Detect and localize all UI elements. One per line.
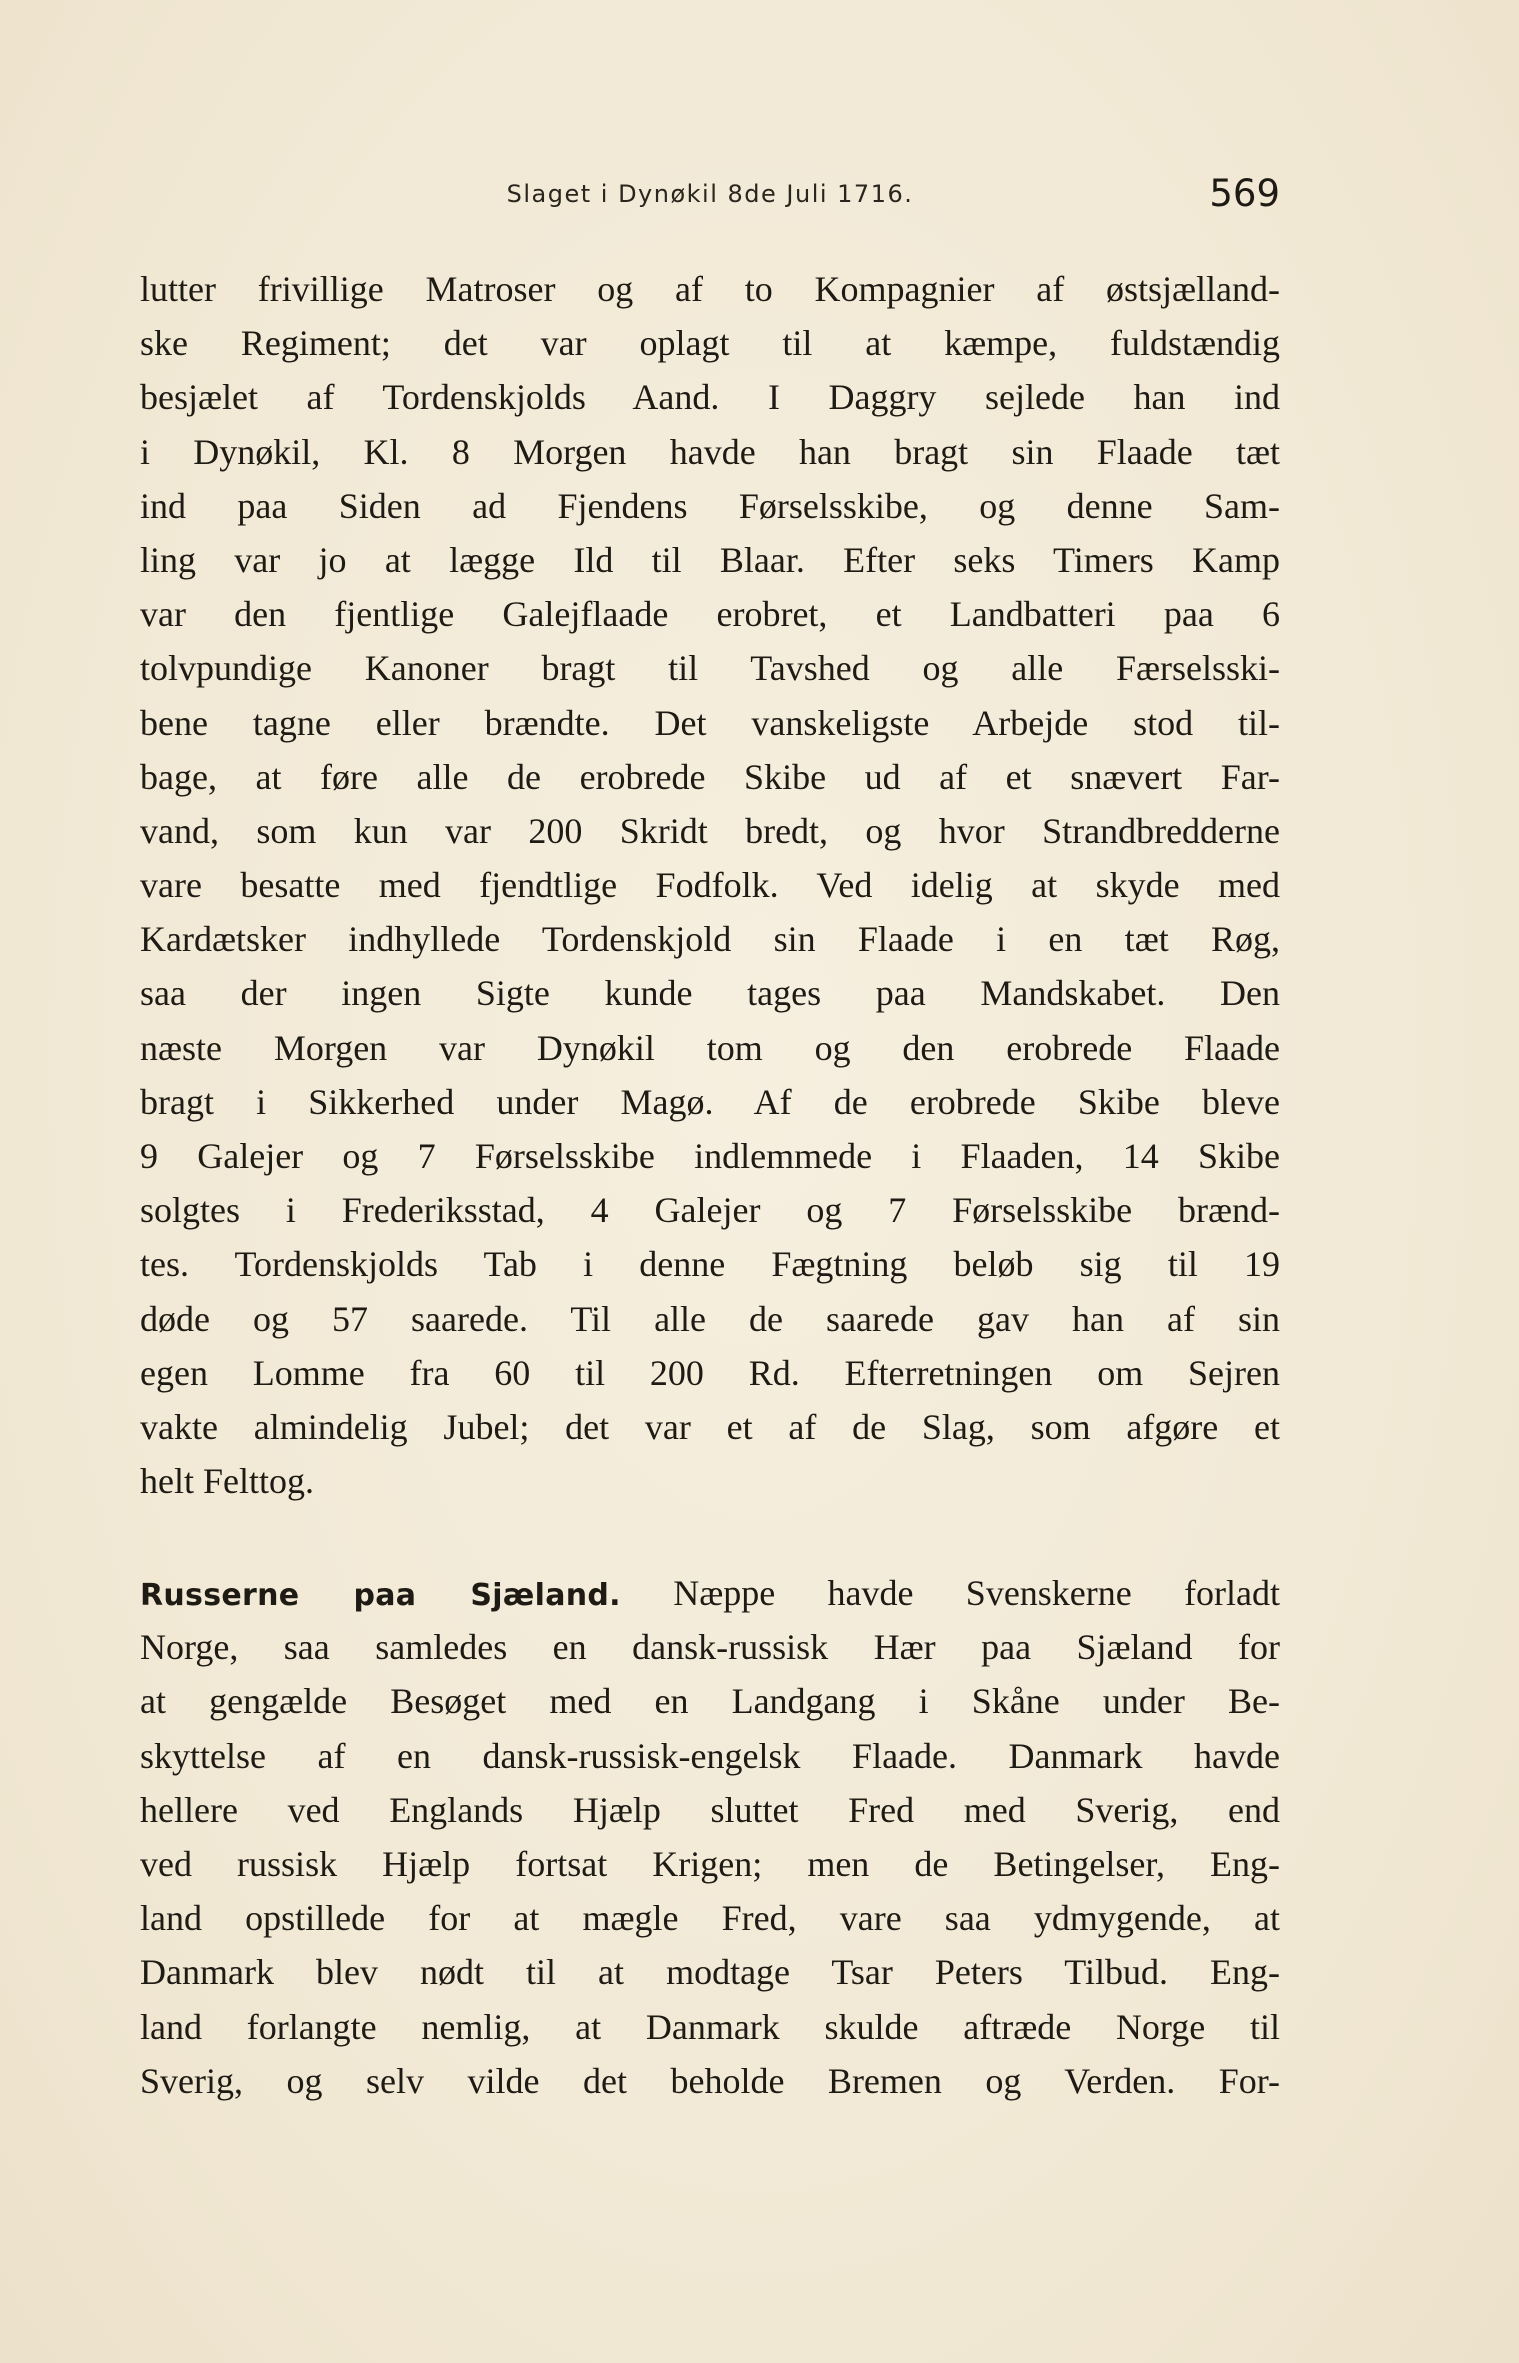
text-line: ind paa Siden ad Fjendens Førselsskibe, og denne Sam- xyxy=(140,485,1280,526)
text-line: tes. Tordenskjolds Tab i denne Fægtning beløb sig til 19 xyxy=(140,1244,1280,1285)
text-line: besjælet af Tordenskjolds Aand. I Daggry sejlede han ind xyxy=(140,377,1280,418)
text-line: land forlangte nemlig, at Danmark skulde aftræde Norge til xyxy=(140,2006,1280,2047)
text-line: bene tagne eller brændte. Det vanskeligste Arbejde stod til- xyxy=(140,702,1280,743)
text-line: Kardætsker indhyllede Tordenskjold sin Flaade i en tæt Røg, xyxy=(140,919,1280,960)
section-first-line-text: Næppe havde Svenskerne forladt xyxy=(673,1573,1280,1613)
text-line: solgtes i Frederiksstad, 4 Galejer og 7 Førselsskibe brænd- xyxy=(140,1190,1280,1231)
running-title: Slaget i Dynøkil 8de Juli 1716. xyxy=(506,180,914,208)
text-line: at gengælde Besøget med en Landgang i Skåne under Be- xyxy=(140,1681,1280,1722)
text-line: hellere ved Englands Hjælp sluttet Fred med Sverig, end xyxy=(140,1789,1280,1830)
paragraph-tordenskjold xyxy=(140,262,1280,1508)
page-number: 569 xyxy=(1209,172,1280,215)
paragraph-russerne xyxy=(140,1566,1280,2108)
text-line: ling var jo at lægge Ild til Blaar. Efter seks Timers Kamp xyxy=(140,539,1280,580)
text-line: Sverig, og selv vilde det beholde Bremen og Verden. For- xyxy=(140,2060,1280,2101)
text-line: land opstillede for at mægle Fred, vare saa ydmygende, at xyxy=(140,1898,1280,1939)
text-line: næste Morgen var Dynøkil tom og den erobrede Flaade xyxy=(140,1027,1280,1068)
text-line: vare besatte med fjendtlige Fodfolk. Ved idelig at skyde med xyxy=(140,865,1280,906)
text-line: lutter frivillige Matroser og af to Kompagnier af østsjælland- xyxy=(140,269,1280,309)
text-line: helt Felttog. xyxy=(140,1461,314,1502)
text-line: ved russisk Hjælp fortsat Krigen; men de Betingelser, Eng- xyxy=(140,1843,1280,1884)
text-line: ske Regiment; det var oplagt til at kæmpe, fuldstændig xyxy=(140,323,1280,364)
text-line: døde og 57 saarede. Til alle de saarede gav han af sin xyxy=(140,1298,1280,1339)
text-line: saa der ingen Sigte kunde tages paa Mandskabet. Den xyxy=(140,973,1280,1014)
text-line: Norge, saa samledes en dansk-russisk Hær paa Sjæland for xyxy=(140,1627,1280,1668)
text-line: skyttelse af en dansk-russisk-engelsk Flaade. Danmark havde xyxy=(140,1735,1280,1776)
text-line: var den fjentlige Galejflaade erobret, et Landbatteri paa 6 xyxy=(140,594,1280,635)
text-line: egen Lomme fra 60 til 200 Rd. Efterretningen om Sejren xyxy=(140,1352,1280,1393)
text-line: bragt i Sikkerhed under Magø. Af de erobrede Skibe bleve xyxy=(140,1081,1280,1122)
text-line: Danmark blev nødt til at modtage Tsar Peters Tilbud. Eng- xyxy=(140,1952,1280,1993)
text-line: 9 Galejer og 7 Førselsskibe indlemmede i Flaaden, 14 Skibe xyxy=(140,1136,1280,1176)
running-head xyxy=(140,172,1280,232)
section-heading: Russerne paa Sjæland. xyxy=(140,1578,621,1613)
section-first-line xyxy=(140,1566,1280,1620)
text-line: vand, som kun var 200 Skridt bredt, og hvor Strandbredderne xyxy=(140,810,1280,851)
text-line: tolvpundige Kanoner bragt til Tavshed og alle Færselsski- xyxy=(140,648,1280,689)
text-line: bage, at føre alle de erobrede Skibe ud af et snævert Far- xyxy=(140,756,1280,797)
text-line: vakte almindelig Jubel; det var et af de Slag, som afgøre et xyxy=(140,1406,1280,1447)
text-line: i Dynøkil, Kl. 8 Morgen havde han bragt sin Flaade tæt xyxy=(140,431,1280,472)
